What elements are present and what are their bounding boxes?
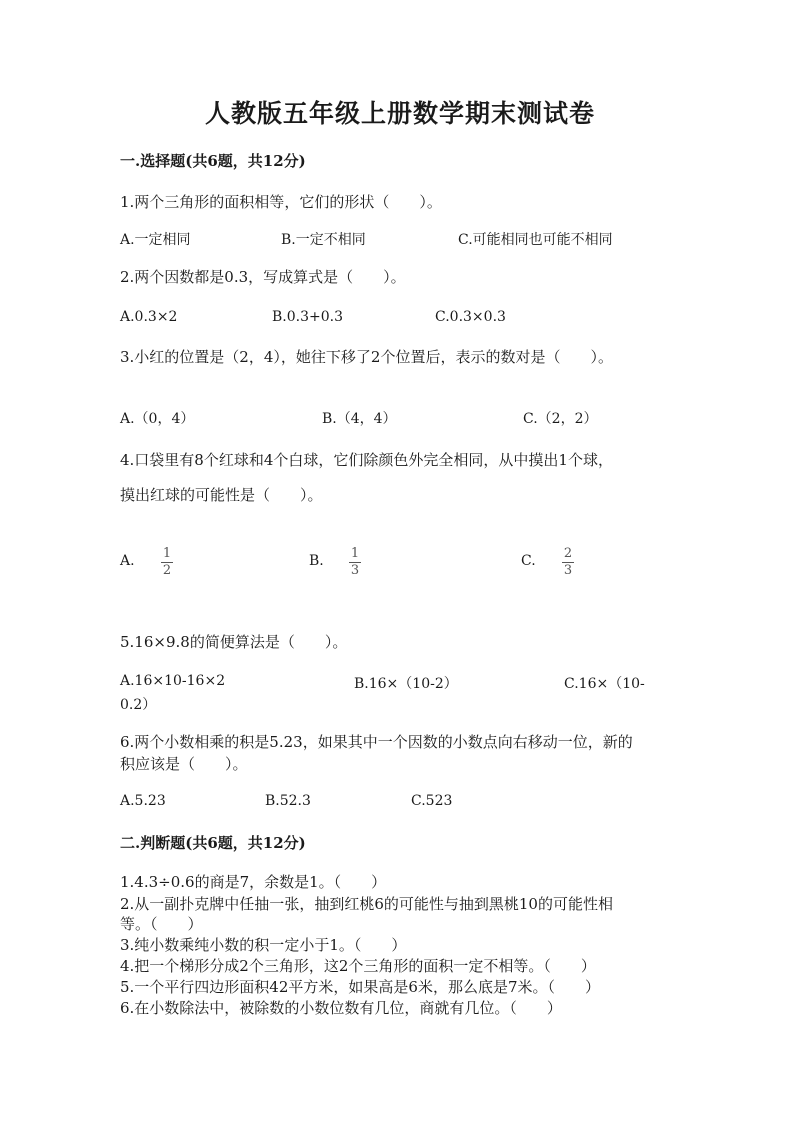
question-1-option-a: A.一定相同 [120, 232, 191, 248]
question-4-stem-line2: 摸出红球的可能性是（ ）。 [120, 486, 323, 504]
question-3-option-c: C.（2，2） [523, 411, 598, 427]
question-1-stem: 1.两个三角形的面积相等，它们的形状（ ）。 [120, 193, 442, 211]
page-title: 人教版五年级上册数学期末测试卷 [204, 99, 595, 128]
question-5-option-b: B.16×（10-2） [354, 676, 458, 692]
judgment-item-5: 5.一个平行四边形面积42平方米，如果高是6米，那么底是7米。（ ） [120, 978, 600, 996]
question-2-option-a: A.0.3×2 [120, 309, 178, 325]
question-2-stem: 2.两个因数都是0.3，写成算式是（ ）。 [120, 268, 406, 286]
question-5-option-c-line1: C.16×（10- [564, 676, 645, 692]
fraction-numerator: 1 [162, 546, 172, 561]
section-heading-choice: 一.选择题(共6题，共12分) [120, 152, 306, 170]
question-6-stem-line1: 6.两个小数相乘的积是5.23，如果其中一个因数的小数点向右移动一位，新的 [120, 733, 633, 751]
judgment-item-4: 4.把一个梯形分成2个三角形，这2个三角形的面积一定不相等。（ ） [120, 957, 596, 975]
question-4-option-a-label: A. [120, 553, 135, 569]
fraction-numerator: 2 [563, 546, 573, 561]
fraction-denominator: 2 [162, 563, 172, 578]
question-6-option-a: A.5.23 [120, 793, 166, 809]
question-3-option-b: B.（4，4） [322, 411, 397, 427]
question-6-option-c: C.523 [411, 793, 453, 809]
question-3-stem: 3.小红的位置是（2，4），她往下移了2个位置后，表示的数对是（ ）。 [120, 348, 613, 366]
judgment-item-2-line1: 2.从一副扑克牌中任抽一张，抽到红桃6的可能性与抽到黑桃10的可能性相 [120, 895, 613, 913]
question-4-stem-line1: 4.口袋里有8个红球和4个白球，它们除颜色外完全相同，从中摸出1个球， [120, 451, 613, 469]
question-1-option-b: B.一定不相同 [281, 232, 366, 248]
question-2-option-c: C.0.3×0.3 [435, 309, 506, 325]
question-4-option-c-fraction [562, 547, 574, 578]
judgment-item-3: 3.纯小数乘纯小数的积一定小于1。（ ） [120, 936, 407, 954]
question-4-option-b-fraction [349, 547, 361, 578]
question-6-stem-line2: 积应该是（ ）。 [120, 755, 248, 773]
question-4-option-b-label: B. [309, 553, 324, 569]
judgment-item-6: 6.在小数除法中，被除数的小数位数有几位，商就有几位。（ ） [120, 999, 562, 1017]
fraction-denominator: 3 [350, 563, 360, 578]
judgment-item-1: 1.4.3÷0.6的商是7，余数是1。（ ） [120, 873, 387, 891]
question-4-option-c-label: C. [521, 553, 536, 569]
section-heading-judgment: 二.判断题(共6题，共12分) [120, 834, 306, 852]
judgment-item-2-line2: 等。（ ） [120, 915, 203, 933]
question-5-option-c-line2: 0.2） [120, 697, 157, 713]
question-4-option-a-fraction [161, 547, 173, 578]
fraction-numerator: 1 [350, 546, 360, 561]
question-3-option-a: A.（0，4） [120, 411, 195, 427]
fraction-denominator: 3 [563, 563, 573, 578]
question-2-option-b: B.0.3+0.3 [272, 309, 343, 325]
question-5-stem: 5.16×9.8的简便算法是（ ）。 [120, 633, 348, 651]
question-6-option-b: B.52.3 [265, 793, 311, 809]
question-1-option-c: C.可能相同也可能不相同 [458, 232, 613, 248]
question-5-option-a: A.16×10-16×2 [120, 673, 226, 689]
